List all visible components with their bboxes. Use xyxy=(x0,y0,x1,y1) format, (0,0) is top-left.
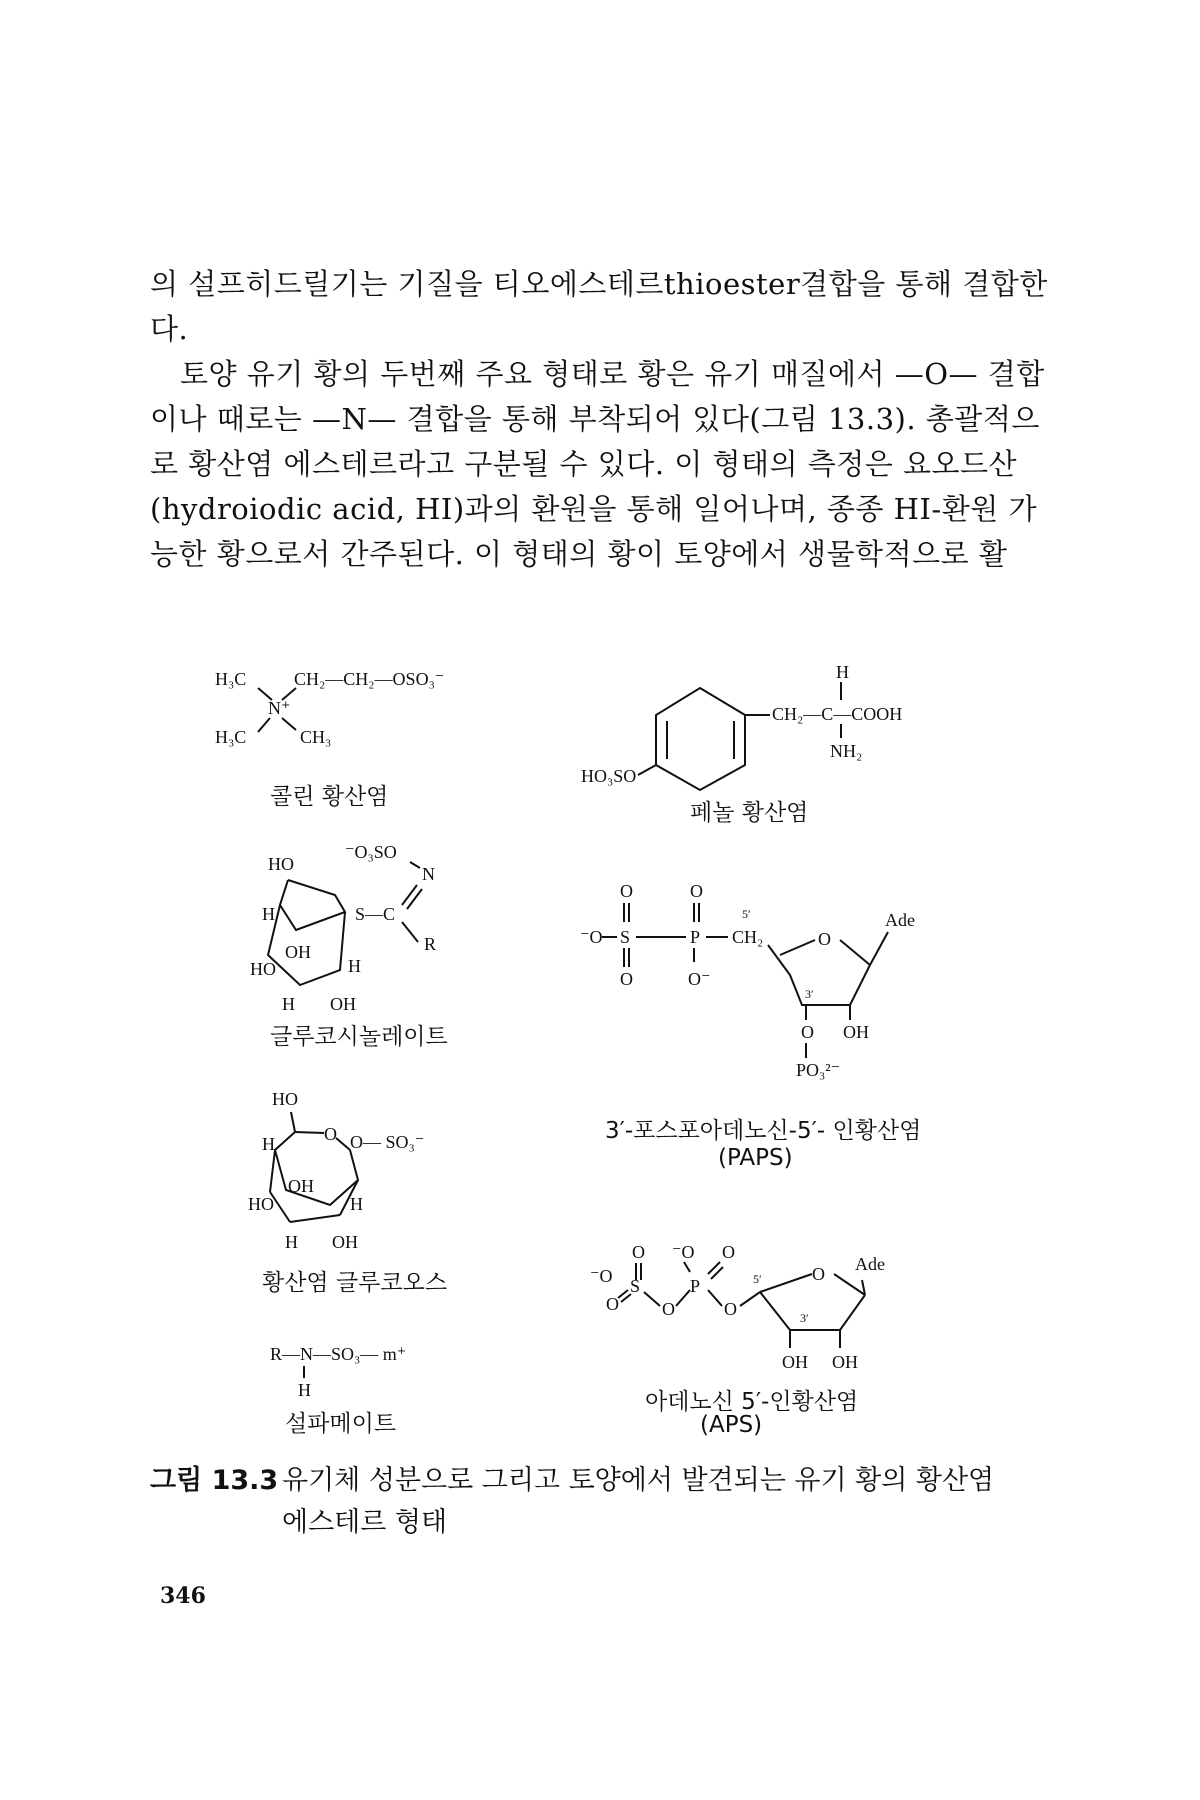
caption-paps-abbr: (PAPS) xyxy=(718,1145,793,1171)
label-n-gluc: N xyxy=(422,864,435,884)
phenol-sulfate-structure xyxy=(581,662,902,790)
label-n-plus: N⁺ xyxy=(268,698,291,718)
label-ch2-paps: CH₂ xyxy=(732,927,764,947)
label-5prime-aps: 5′ xyxy=(753,1272,762,1286)
label-h-g3: H xyxy=(282,994,295,1014)
label-o-paps-3: O xyxy=(620,969,633,989)
label-oh-aps-2: OH xyxy=(832,1352,858,1372)
label-h-glc3: H xyxy=(285,1232,298,1252)
figure-caption xyxy=(150,1460,1050,1544)
label-r-gluc: R xyxy=(424,934,437,954)
caption-glucose-sulfate: 황산염 글루코오스 xyxy=(262,1270,448,1296)
label-minus-o-aps: ⁻O xyxy=(672,1242,695,1262)
label-oh-glc1: OH xyxy=(288,1176,314,1196)
figure-caption-text-2: 에스테르 형태 xyxy=(282,1507,448,1538)
label-o-aps-1: O xyxy=(632,1242,645,1262)
paragraph-2: 토양 유기 황의 두번째 주요 형태로 황은 유기 매질에서 —O— 결합이나 때로는 —N— 결합을 통해 부착되어 있다(그림 13.3). 총괄적으로 황산염 에스테르라고 구분될 수 있다. 이 형태의 측정은 요오드산(hydroiodic acid, HI)과의 환원을 통해 일어나며, 종종 HI-환원 가능한 황으로서 간주된다. 이 형태의 황이 토양에서 생물학적으로 활 xyxy=(150,357,1045,571)
caption-paps-name: 3′-포스포아데노신-5′- 인황산염 xyxy=(605,1118,922,1144)
page-number: 346 xyxy=(160,1583,206,1609)
label-minus-o-aps-2: ⁻O xyxy=(590,1266,613,1286)
label-p-paps: P xyxy=(690,927,701,947)
caption-phenol-sulfate: 페놀 황산염 xyxy=(690,800,809,826)
label-oh-aps-1: OH xyxy=(782,1352,808,1372)
label-h-g2: H xyxy=(348,956,361,976)
label-3prime-paps: 3′ xyxy=(805,987,814,1001)
label-po3-paps: PO₃²⁻ xyxy=(796,1060,841,1080)
label-o-ring-aps: O xyxy=(812,1264,825,1284)
caption-aps-name: 아데노신 5′-인황산염 xyxy=(645,1389,859,1415)
label-ho-glc: HO xyxy=(272,1089,298,1109)
caption-choline-sulfate: 콜린 황산염 xyxy=(270,784,389,810)
aps-structure xyxy=(590,1242,885,1372)
label-oh-g1: OH xyxy=(285,942,311,962)
label-o-paps-1: O xyxy=(620,881,633,901)
label-s-aps: S xyxy=(630,1276,641,1296)
paragraph-1: 의 설프히드릴기는 기질을 티오에스테르thioester결합을 통해 결합한다. xyxy=(150,267,1048,346)
label-ho-gluc: HO xyxy=(268,854,294,874)
label-minus-o-paps: ⁻O xyxy=(580,927,603,947)
label-oh-paps: OH xyxy=(843,1022,869,1042)
label-o-minus-paps: O⁻ xyxy=(688,969,711,989)
label-sulfamate-formula: R—N—SO₃— m⁺ xyxy=(270,1344,407,1364)
label-o-aps-4: O xyxy=(662,1299,675,1319)
figure-caption-text-1: 유기체 성분으로 그리고 토양에서 발견되는 유기 황의 황산염 xyxy=(282,1465,995,1496)
label-ho3so: HO₃SO xyxy=(581,766,637,786)
label-5prime-paps: 5′ xyxy=(742,907,751,921)
figure-caption-line-1 xyxy=(150,1460,1050,1502)
label-h-glc1: H xyxy=(262,1134,275,1154)
label-o-paps-2: O xyxy=(690,881,703,901)
label-s-paps: S xyxy=(620,927,631,947)
choline-sulfate-structure xyxy=(215,669,444,747)
label-o-so3-glc: O— SO₃⁻ xyxy=(350,1132,425,1152)
label-ch3: CH₃ xyxy=(300,727,332,747)
glucose-sulfate-structure xyxy=(248,1089,424,1252)
caption-sulfamate: 설파메이트 xyxy=(285,1411,397,1437)
label-o-aps-3: O xyxy=(606,1294,619,1314)
sulfamate-structure xyxy=(270,1344,406,1400)
label-o-paps-4: O xyxy=(801,1022,814,1042)
label-o-ring-paps: O xyxy=(818,929,831,949)
label-oh-g2: OH xyxy=(330,994,356,1014)
label-oh-glc2: OH xyxy=(332,1232,358,1252)
label-ch2-c-cooh: CH₂—C—COOH xyxy=(772,704,903,724)
label-ade-paps: Ade xyxy=(885,910,915,930)
label-h-g1: H xyxy=(262,904,275,924)
label-o-aps-2: O xyxy=(722,1242,735,1262)
caption-aps-abbr: (APS) xyxy=(700,1412,763,1438)
label-ch2-ch2-oso3: CH₂—CH₂—OSO₃⁻ xyxy=(294,669,445,689)
label-3prime-aps: 3′ xyxy=(800,1311,809,1325)
label-o-aps-5: O xyxy=(724,1299,737,1319)
label-o-ring-glc: O xyxy=(324,1124,337,1144)
label-o3so: ⁻O₃SO xyxy=(345,842,397,862)
caption-glucosinolate: 글루코시놀레이트 xyxy=(270,1024,448,1050)
label-ho-glc2: HO xyxy=(248,1194,274,1214)
label-nh2: NH₂ xyxy=(830,741,863,761)
label-h3c-2: H₃C xyxy=(215,727,247,747)
label-ade-aps: Ade xyxy=(855,1254,885,1274)
label-h-glc2: H xyxy=(350,1194,363,1214)
label-s-c: S—C xyxy=(355,904,396,924)
label-h3c-1: H₃C xyxy=(215,669,247,689)
glucosinolate-structure xyxy=(250,842,436,1014)
label-ho-g2: HO xyxy=(250,959,276,979)
figure-caption-label: 그림 13.3 xyxy=(150,1465,279,1496)
label-p-aps: P xyxy=(690,1276,701,1296)
label-h-top: H xyxy=(836,662,849,682)
label-h-sulfamate: H xyxy=(298,1380,311,1400)
paps-structure xyxy=(580,881,915,1080)
